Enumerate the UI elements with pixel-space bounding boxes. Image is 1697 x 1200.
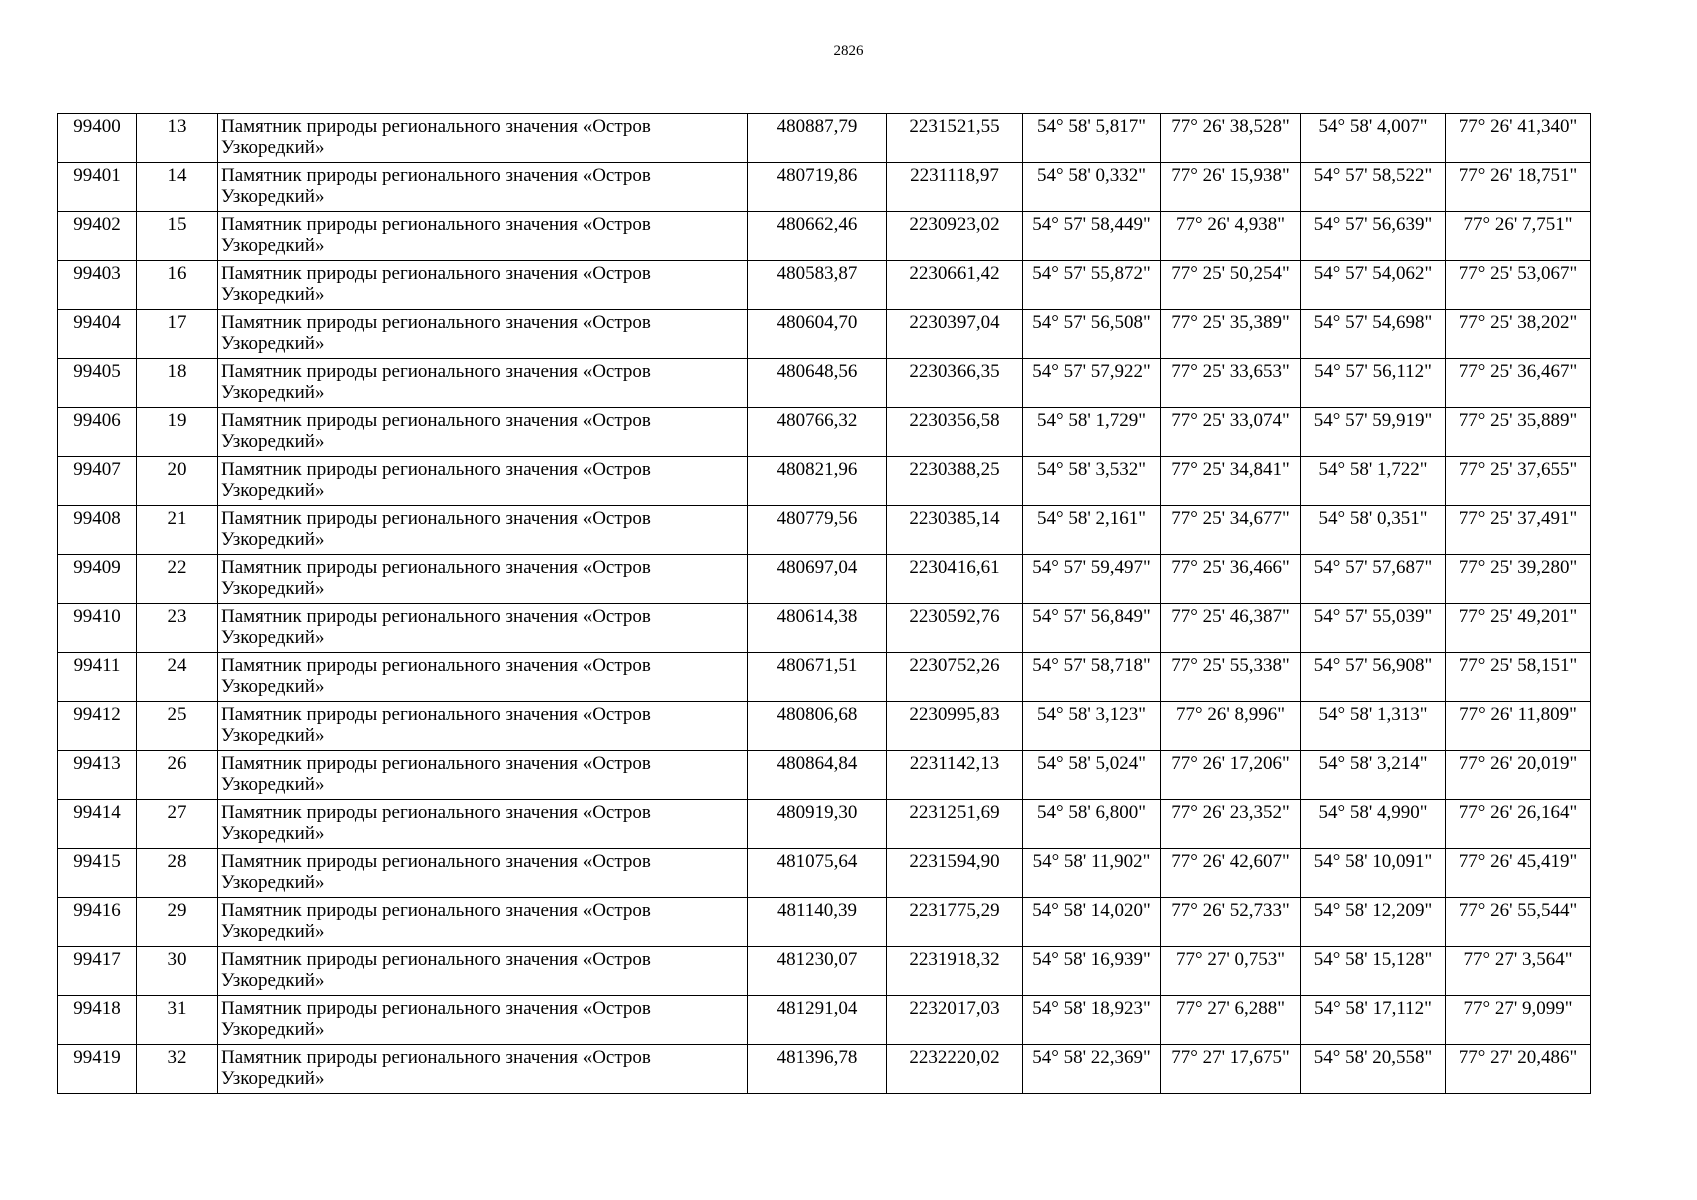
cell-latitude: 54° 58' 0,332" [1023,163,1161,212]
cell-x-coordinate: 480583,87 [748,261,887,310]
cell-point-number: 20 [137,457,218,506]
cell-id: 99400 [58,114,137,163]
cell-x-coordinate: 480806,68 [748,702,887,751]
cell-point-number: 28 [137,849,218,898]
cell-longitude: 77° 25' 33,074" [1161,408,1301,457]
cell-y-coordinate: 2232220,02 [887,1045,1023,1094]
table-row [58,947,1591,996]
cell-id: 99418 [58,996,137,1045]
cell-y-coordinate: 2231918,32 [887,947,1023,996]
table-row [58,163,1591,212]
cell-x-coordinate: 480697,04 [748,555,887,604]
cell-latitude-2: 54° 57' 54,698" [1301,310,1446,359]
cell-object-name: Памятник природы регионального значения «Остров Узкоредкий» [218,947,748,996]
cell-y-coordinate: 2231251,69 [887,800,1023,849]
cell-latitude-2: 54° 57' 57,687" [1301,555,1446,604]
cell-longitude-2: 77° 25' 38,202" [1446,310,1591,359]
cell-x-coordinate: 480604,70 [748,310,887,359]
cell-latitude-2: 54° 57' 58,522" [1301,163,1446,212]
cell-y-coordinate: 2231118,97 [887,163,1023,212]
cell-id: 99409 [58,555,137,604]
cell-latitude-2: 54° 58' 20,558" [1301,1045,1446,1094]
cell-x-coordinate: 480719,86 [748,163,887,212]
cell-x-coordinate: 480766,32 [748,408,887,457]
cell-object-name: Памятник природы регионального значения «Остров Узкоредкий» [218,996,748,1045]
cell-longitude: 77° 25' 35,389" [1161,310,1301,359]
cell-y-coordinate: 2230661,42 [887,261,1023,310]
cell-longitude-2: 77° 27' 20,486" [1446,1045,1591,1094]
cell-point-number: 14 [137,163,218,212]
cell-longitude: 77° 25' 34,841" [1161,457,1301,506]
cell-longitude-2: 77° 25' 39,280" [1446,555,1591,604]
cell-latitude: 54° 58' 2,161" [1023,506,1161,555]
cell-latitude: 54° 57' 57,922" [1023,359,1161,408]
cell-object-name: Памятник природы регионального значения «Остров Узкоредкий» [218,506,748,555]
cell-latitude: 54° 57' 58,718" [1023,653,1161,702]
cell-longitude: 77° 26' 23,352" [1161,800,1301,849]
cell-longitude-2: 77° 26' 18,751" [1446,163,1591,212]
cell-object-name: Памятник природы регионального значения «Остров Узкоредкий» [218,310,748,359]
cell-longitude-2: 77° 27' 9,099" [1446,996,1591,1045]
cell-longitude-2: 77° 25' 49,201" [1446,604,1591,653]
cell-latitude: 54° 57' 59,497" [1023,555,1161,604]
table-row [58,800,1591,849]
cell-latitude-2: 54° 57' 56,112" [1301,359,1446,408]
cell-x-coordinate: 480779,56 [748,506,887,555]
cell-latitude-2: 54° 58' 1,722" [1301,457,1446,506]
cell-longitude: 77° 26' 17,206" [1161,751,1301,800]
cell-id: 99410 [58,604,137,653]
cell-point-number: 29 [137,898,218,947]
cell-object-name: Памятник природы регионального значения «Остров Узкоредкий» [218,1045,748,1094]
cell-x-coordinate: 480648,56 [748,359,887,408]
cell-latitude-2: 54° 58' 10,091" [1301,849,1446,898]
cell-longitude-2: 77° 25' 37,655" [1446,457,1591,506]
cell-y-coordinate: 2230592,76 [887,604,1023,653]
cell-latitude: 54° 58' 1,729" [1023,408,1161,457]
cell-object-name: Памятник природы регионального значения «Остров Узкоредкий» [218,702,748,751]
cell-point-number: 24 [137,653,218,702]
cell-longitude: 77° 26' 8,996" [1161,702,1301,751]
cell-point-number: 30 [137,947,218,996]
cell-object-name: Памятник природы регионального значения «Остров Узкоредкий» [218,457,748,506]
cell-latitude-2: 54° 58' 12,209" [1301,898,1446,947]
cell-y-coordinate: 2230385,14 [887,506,1023,555]
cell-id: 99402 [58,212,137,261]
cell-latitude-2: 54° 57' 54,062" [1301,261,1446,310]
cell-object-name: Памятник природы регионального значения «Остров Узкоредкий» [218,751,748,800]
cell-x-coordinate: 480614,38 [748,604,887,653]
table-row [58,604,1591,653]
page-number: 2826 [833,43,864,59]
cell-object-name: Памятник природы регионального значения «Остров Узкоредкий» [218,114,748,163]
cell-y-coordinate: 2231142,13 [887,751,1023,800]
cell-x-coordinate: 481291,04 [748,996,887,1045]
cell-y-coordinate: 2230366,35 [887,359,1023,408]
cell-longitude-2: 77° 25' 35,889" [1446,408,1591,457]
cell-longitude-2: 77° 25' 58,151" [1446,653,1591,702]
table-row [58,996,1591,1045]
cell-latitude: 54° 58' 11,902" [1023,849,1161,898]
cell-point-number: 15 [137,212,218,261]
cell-id: 99403 [58,261,137,310]
cell-latitude: 54° 58' 3,123" [1023,702,1161,751]
cell-x-coordinate: 481230,07 [748,947,887,996]
cell-longitude: 77° 25' 33,653" [1161,359,1301,408]
cell-latitude: 54° 58' 16,939" [1023,947,1161,996]
table-row [58,653,1591,702]
cell-latitude: 54° 58' 3,532" [1023,457,1161,506]
cell-latitude-2: 54° 57' 56,639" [1301,212,1446,261]
cell-longitude-2: 77° 25' 36,467" [1446,359,1591,408]
cell-latitude-2: 54° 57' 59,919" [1301,408,1446,457]
cell-longitude: 77° 25' 34,677" [1161,506,1301,555]
cell-point-number: 13 [137,114,218,163]
cell-object-name: Памятник природы регионального значения «Остров Узкоредкий» [218,800,748,849]
table-row [58,114,1591,163]
cell-object-name: Памятник природы регионального значения «Остров Узкоредкий» [218,849,748,898]
cell-point-number: 17 [137,310,218,359]
cell-object-name: Памятник природы регионального значения «Остров Узкоредкий» [218,261,748,310]
cell-latitude-2: 54° 58' 4,007" [1301,114,1446,163]
cell-id: 99408 [58,506,137,555]
cell-x-coordinate: 480887,79 [748,114,887,163]
cell-longitude: 77° 27' 17,675" [1161,1045,1301,1094]
cell-latitude: 54° 58' 14,020" [1023,898,1161,947]
cell-id: 99413 [58,751,137,800]
cell-longitude: 77° 27' 0,753" [1161,947,1301,996]
cell-longitude-2: 77° 26' 20,019" [1446,751,1591,800]
table-row [58,359,1591,408]
cell-latitude: 54° 58' 5,817" [1023,114,1161,163]
cell-latitude: 54° 58' 18,923" [1023,996,1161,1045]
cell-object-name: Памятник природы регионального значения «Остров Узкоредкий» [218,555,748,604]
cell-longitude-2: 77° 25' 37,491" [1446,506,1591,555]
cell-id: 99405 [58,359,137,408]
cell-longitude: 77° 26' 4,938" [1161,212,1301,261]
cell-latitude-2: 54° 57' 55,039" [1301,604,1446,653]
table-row [58,212,1591,261]
cell-x-coordinate: 481140,39 [748,898,887,947]
cell-latitude: 54° 58' 5,024" [1023,751,1161,800]
cell-id: 99404 [58,310,137,359]
cell-longitude-2: 77° 26' 55,544" [1446,898,1591,947]
cell-id: 99419 [58,1045,137,1094]
cell-x-coordinate: 480662,46 [748,212,887,261]
cell-point-number: 25 [137,702,218,751]
cell-longitude: 77° 25' 46,387" [1161,604,1301,653]
cell-object-name: Памятник природы регионального значения «Остров Узкоредкий» [218,359,748,408]
cell-y-coordinate: 2231594,90 [887,849,1023,898]
cell-longitude: 77° 26' 42,607" [1161,849,1301,898]
cell-point-number: 18 [137,359,218,408]
cell-longitude-2: 77° 26' 11,809" [1446,702,1591,751]
cell-longitude-2: 77° 27' 3,564" [1446,947,1591,996]
cell-latitude: 54° 57' 56,508" [1023,310,1161,359]
cell-id: 99417 [58,947,137,996]
cell-y-coordinate: 2230923,02 [887,212,1023,261]
cell-longitude: 77° 27' 6,288" [1161,996,1301,1045]
cell-id: 99401 [58,163,137,212]
table-body [58,114,1591,1094]
cell-longitude: 77° 26' 52,733" [1161,898,1301,947]
cell-longitude: 77° 26' 15,938" [1161,163,1301,212]
cell-latitude: 54° 58' 6,800" [1023,800,1161,849]
cell-latitude: 54° 57' 55,872" [1023,261,1161,310]
table-row [58,457,1591,506]
cell-object-name: Памятник природы регионального значения «Остров Узкоредкий» [218,653,748,702]
cell-point-number: 32 [137,1045,218,1094]
cell-latitude-2: 54° 58' 1,313" [1301,702,1446,751]
cell-id: 99411 [58,653,137,702]
cell-id: 99416 [58,898,137,947]
cell-id: 99407 [58,457,137,506]
cell-y-coordinate: 2232017,03 [887,996,1023,1045]
table-row [58,408,1591,457]
cell-point-number: 16 [137,261,218,310]
cell-point-number: 31 [137,996,218,1045]
cell-y-coordinate: 2230397,04 [887,310,1023,359]
cell-longitude-2: 77° 26' 26,164" [1446,800,1591,849]
cell-longitude: 77° 25' 36,466" [1161,555,1301,604]
cell-latitude-2: 54° 58' 15,128" [1301,947,1446,996]
cell-x-coordinate: 480671,51 [748,653,887,702]
cell-latitude-2: 54° 58' 4,990" [1301,800,1446,849]
cell-id: 99415 [58,849,137,898]
cell-y-coordinate: 2230752,26 [887,653,1023,702]
cell-longitude: 77° 25' 50,254" [1161,261,1301,310]
table-row [58,849,1591,898]
coordinates-table [57,113,1591,1094]
cell-point-number: 27 [137,800,218,849]
cell-point-number: 22 [137,555,218,604]
table-row [58,261,1591,310]
cell-longitude-2: 77° 26' 45,419" [1446,849,1591,898]
cell-point-number: 21 [137,506,218,555]
cell-x-coordinate: 480864,84 [748,751,887,800]
table-row [58,310,1591,359]
cell-latitude-2: 54° 58' 0,351" [1301,506,1446,555]
cell-id: 99406 [58,408,137,457]
cell-y-coordinate: 2231775,29 [887,898,1023,947]
table-row [58,702,1591,751]
cell-latitude-2: 54° 58' 17,112" [1301,996,1446,1045]
table-row [58,1045,1591,1094]
cell-y-coordinate: 2230356,58 [887,408,1023,457]
cell-point-number: 19 [137,408,218,457]
cell-object-name: Памятник природы регионального значения «Остров Узкоредкий» [218,408,748,457]
cell-latitude: 54° 57' 56,849" [1023,604,1161,653]
cell-id: 99412 [58,702,137,751]
cell-x-coordinate: 481075,64 [748,849,887,898]
cell-object-name: Памятник природы регионального значения «Остров Узкоредкий» [218,212,748,261]
cell-x-coordinate: 480919,30 [748,800,887,849]
cell-y-coordinate: 2230416,61 [887,555,1023,604]
cell-object-name: Памятник природы регионального значения «Остров Узкоредкий» [218,898,748,947]
cell-x-coordinate: 480821,96 [748,457,887,506]
table-row [58,555,1591,604]
cell-y-coordinate: 2230995,83 [887,702,1023,751]
cell-latitude-2: 54° 58' 3,214" [1301,751,1446,800]
cell-longitude: 77° 25' 55,338" [1161,653,1301,702]
cell-latitude-2: 54° 57' 56,908" [1301,653,1446,702]
cell-latitude: 54° 57' 58,449" [1023,212,1161,261]
cell-x-coordinate: 481396,78 [748,1045,887,1094]
table-row [58,898,1591,947]
cell-y-coordinate: 2230388,25 [887,457,1023,506]
cell-object-name: Памятник природы регионального значения «Остров Узкоредкий» [218,604,748,653]
cell-longitude-2: 77° 26' 7,751" [1446,212,1591,261]
cell-point-number: 26 [137,751,218,800]
cell-longitude: 77° 26' 38,528" [1161,114,1301,163]
cell-y-coordinate: 2231521,55 [887,114,1023,163]
cell-object-name: Памятник природы регионального значения «Остров Узкоредкий» [218,163,748,212]
cell-longitude-2: 77° 25' 53,067" [1446,261,1591,310]
cell-point-number: 23 [137,604,218,653]
table-row [58,751,1591,800]
cell-longitude-2: 77° 26' 41,340" [1446,114,1591,163]
cell-id: 99414 [58,800,137,849]
table-row [58,506,1591,555]
cell-latitude: 54° 58' 22,369" [1023,1045,1161,1094]
